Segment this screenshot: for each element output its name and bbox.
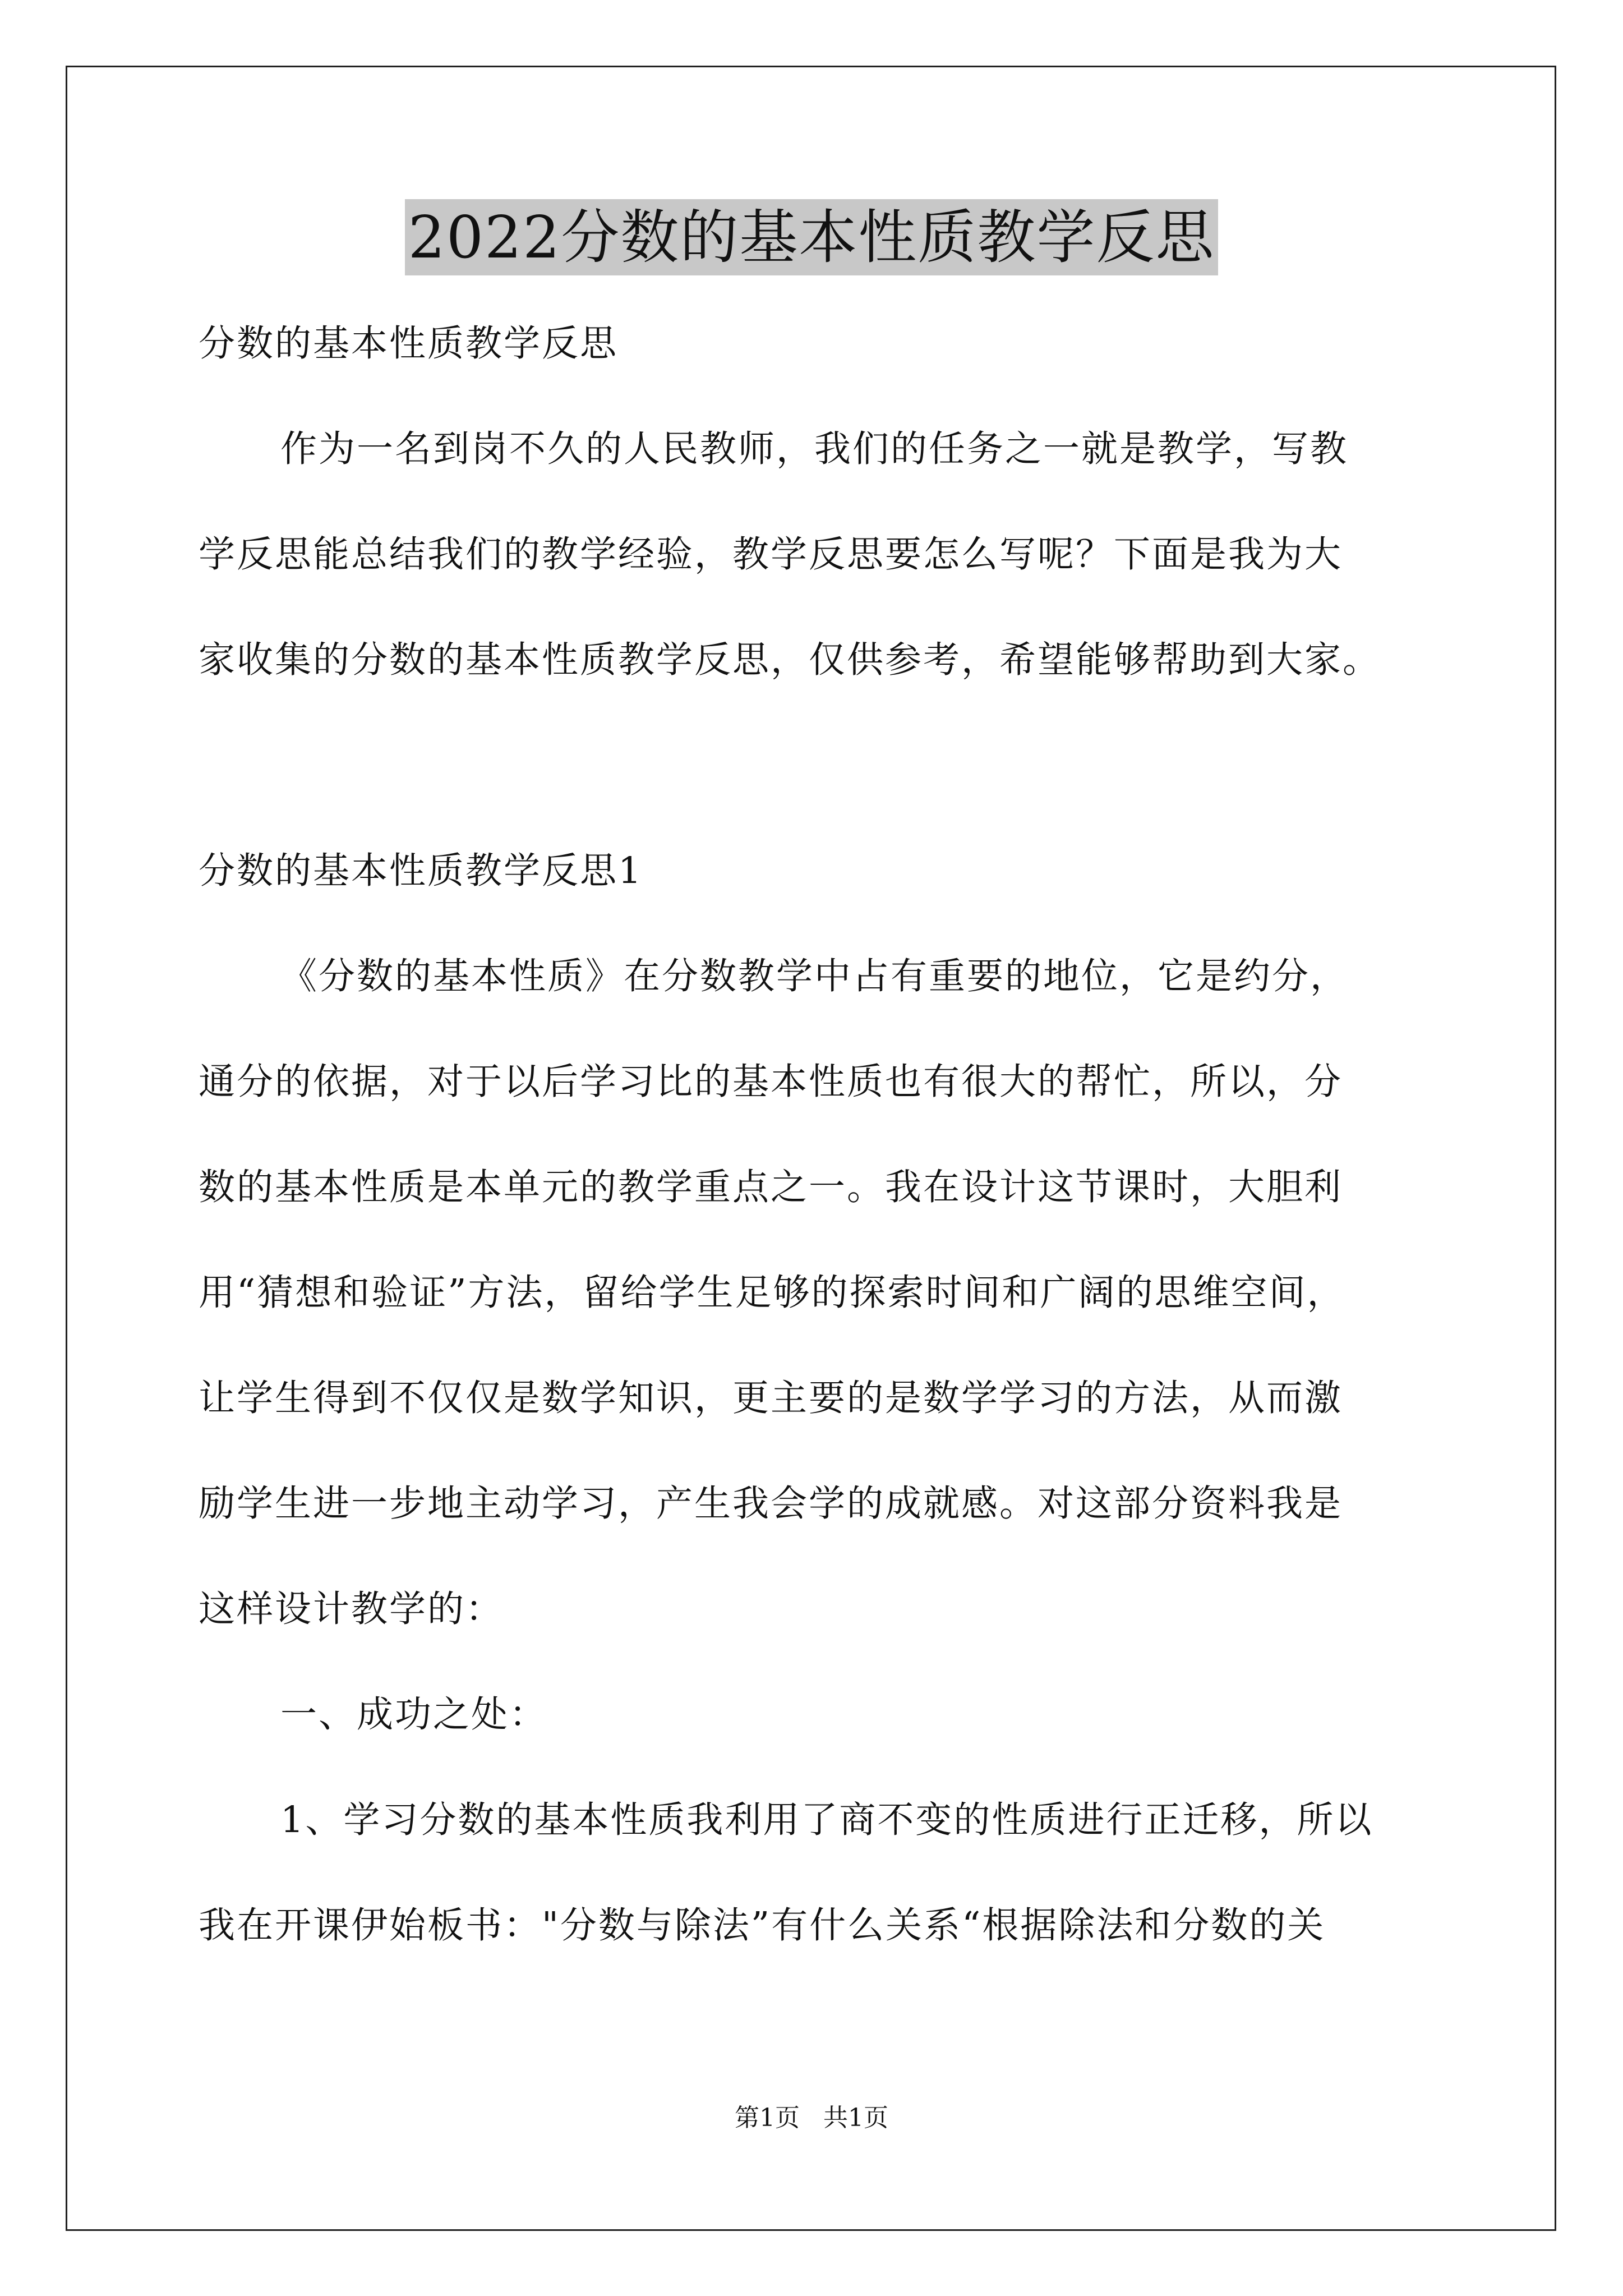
document-title: 2022分数的基本性质教学反思 (405, 199, 1219, 275)
title-container (0, 199, 1623, 275)
document-body (199, 313, 1438, 2000)
section-line: 励学生进一步地主动学习，产生我会学的成就感。对这部分资料我是 (199, 1483, 1343, 1525)
list-heading: 一、成功之处： (280, 1694, 548, 1736)
section-line: 用“猜想和验证”方法，留给学生足够的探索时间和广阔的思维空间， (199, 1272, 1345, 1314)
section-line: 通分的依据，对于以后学习比的基本性质也有很大的帮忙，所以，分 (199, 1061, 1343, 1103)
section-line: 数的基本性质是本单元的教学重点之一。我在设计这节课时，大胆利 (199, 1166, 1343, 1208)
page-footer: 第1页 共1页 (735, 2104, 888, 2132)
item-line: 1、学习分数的基本性质我利用了商不变的性质进行正迁移，所以 (280, 1799, 1373, 1841)
section-line: 让学生得到不仅仅是数学知识，更主要的是数学学习的方法，从而激 (199, 1377, 1343, 1419)
paragraph-gap (199, 735, 1438, 840)
section-line: 《分数的基本性质》在分数教学中占有重要的地位，它是约分， (280, 955, 1349, 997)
item-line: 我在开课伊始板书："分数与除法”有什么关系“根据除法和分数的关 (199, 1904, 1326, 1947)
intro-line: 作为一名到岗不久的人民教师，我们的任务之一就是教学，写教 (280, 428, 1349, 470)
intro-line: 学反思能总结我们的教学经验，教学反思要怎么写呢？下面是我为大 (199, 533, 1343, 576)
intro-line: 家收集的分数的基本性质教学反思，仅供参考，希望能够帮助到大家。 (199, 639, 1381, 681)
document-subtitle: 分数的基本性质教学反思 (199, 323, 619, 365)
section-heading: 分数的基本性质教学反思1 (199, 850, 643, 892)
section-line: 这样设计教学的： (199, 1588, 504, 1630)
